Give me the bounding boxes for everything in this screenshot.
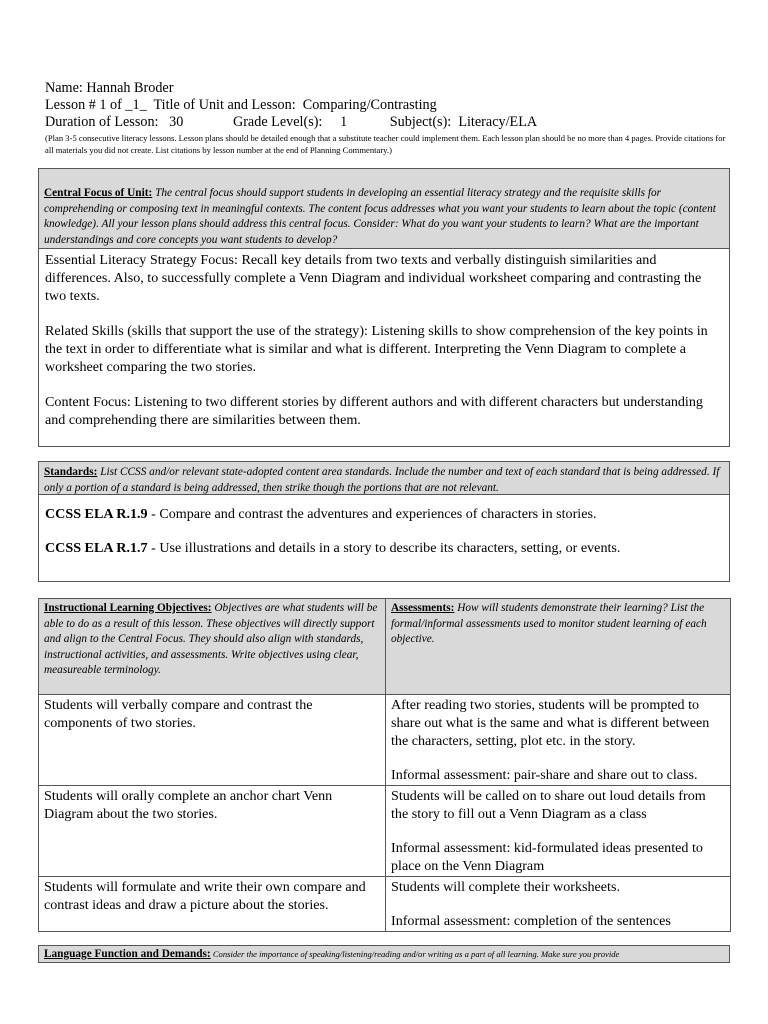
standards-heading: Standards: [44, 466, 98, 478]
central-focus-header [39, 169, 729, 249]
standards-body [39, 495, 729, 557]
standard-item [45, 539, 723, 557]
objectives-header-cell [39, 599, 386, 695]
teacher-name: Name: Hannah Broder [45, 80, 174, 96]
language-heading: Language Function and Demands: [44, 948, 211, 960]
standards-prompt: List CCSS and/or relevant state-adopted content area standards. Include the number and text of each standard that is being addressed. If only a portion of a standard is being addressed, then strike though the portions that are not relevant. [44, 466, 720, 494]
language-function-section [38, 945, 730, 963]
objective-cell: Students will verbally compare and contrast the components of two stories. [39, 695, 386, 786]
central-focus-body [39, 249, 729, 429]
language-prompt: Consider the importance of speaking/listening/reading and/or writing as a part of all learning. Make sure you provide [210, 949, 620, 959]
assessment-text: After reading two stories, students will be prompted to share out what is the same and what is different between the characters, setting, plot etc. in the story. [391, 697, 710, 749]
assessment-text: Students will complete their worksheets. [391, 879, 620, 895]
table-row [39, 695, 731, 786]
content-focus: Content Focus: Listening to two different stories by different authors and with different characters but understanding and comprehending there are similarities between them. [45, 394, 703, 428]
objectives-prompt: Objectives are what students will be able to do as a result of this lesson. These objectives will directly support and align to the Central Focus. They should also align with standards, instructional activities, and assessments. Write objectives using clear, measureable terminology. [44, 602, 378, 676]
standards-section [38, 461, 730, 582]
assessment-cell [386, 695, 731, 786]
plan-instructions: (Plan 3-5 consecutive literacy lessons. Lesson plans should be detailed enough that a substitute teacher could implement them. Each lesson plan should be no more than 4 pages. Provide citations for all materials you did not create. List citations by lesson number at the end of Planning Commentary.) [45, 133, 726, 155]
assessments-heading: Assessments: [391, 602, 455, 614]
central-focus-prompt: The central focus should support students in developing an essential literacy strategy and the requisite skills for comprehending or composing text in meaningful contexts. The content focus addresses what you want your students to learn about the topic (content knowledge). All your lesson plans should address this central focus. Consider: What do you want your students to learn? What are the important understandings and core concepts you want students to develop? [44, 187, 716, 246]
assessments-header-cell [386, 599, 731, 695]
objectives-assessments-table [38, 598, 731, 932]
literacy-strategy-focus: Essential Literacy Strategy Focus: Recall key details from two texts and verbally distinguish similarities and differences. Also, to successfully complete a Venn Diagram and individual worksheet comparing and contrasting the two texts. [45, 252, 702, 304]
table-row [39, 786, 731, 877]
standard-text: - Compare and contrast the adventures and experiences of characters in stories. [147, 506, 597, 522]
informal-assessment: Informal assessment: pair-share and share out to class. [391, 767, 698, 783]
lesson-details: Duration of Lesson: 30 Grade Level(s): 1 Subject(s): Literacy/ELA [45, 114, 538, 130]
objectives-heading: Instructional Learning Objectives: [44, 602, 212, 614]
informal-assessment: Informal assessment: completion of the sentences [391, 913, 671, 929]
standard-code: CCSS ELA R.1.9 [45, 506, 148, 522]
assessment-cell [386, 786, 731, 877]
table-header-row [39, 599, 731, 695]
assessment-cell [386, 877, 731, 932]
standard-code: CCSS ELA R.1.7 [45, 540, 148, 556]
assessments-prompt: How will students demonstrate their learning? List the formal/informal assessments used to monitor student learning of each objective. [391, 602, 707, 645]
assessment-text: Students will be called on to share out loud details from the story to fill out a Venn Diagram as a class [391, 788, 706, 822]
objective-cell: Students will orally complete an anchor chart Venn Diagram about the two stories. [39, 786, 386, 877]
standard-text: - Use illustrations and details in a story to describe its characters, setting, or events. [147, 540, 621, 556]
lesson-title: Lesson # 1 of _1_ Title of Unit and Lesson: Comparing/Contrasting [45, 97, 437, 113]
informal-assessment: Informal assessment: kid-formulated ideas presented to place on the Venn Diagram [391, 840, 703, 874]
related-skills: Related Skills (skills that support the use of the strategy): Listening skills to show comprehension of the key points in the text in order to differentiate what is similar and what is different. Interpreting the Venn Diagram to complete a worksheet comparing the two stories. [45, 323, 708, 375]
lesson-header [45, 80, 735, 156]
standards-header [39, 462, 729, 495]
central-focus-heading: Central Focus of Unit: [44, 187, 153, 199]
table-row [39, 877, 731, 932]
objective-cell: Students will formulate and write their own compare and contrast ideas and draw a picture about the stories. [39, 877, 386, 932]
standard-item [45, 505, 723, 523]
central-focus-section [38, 168, 730, 447]
